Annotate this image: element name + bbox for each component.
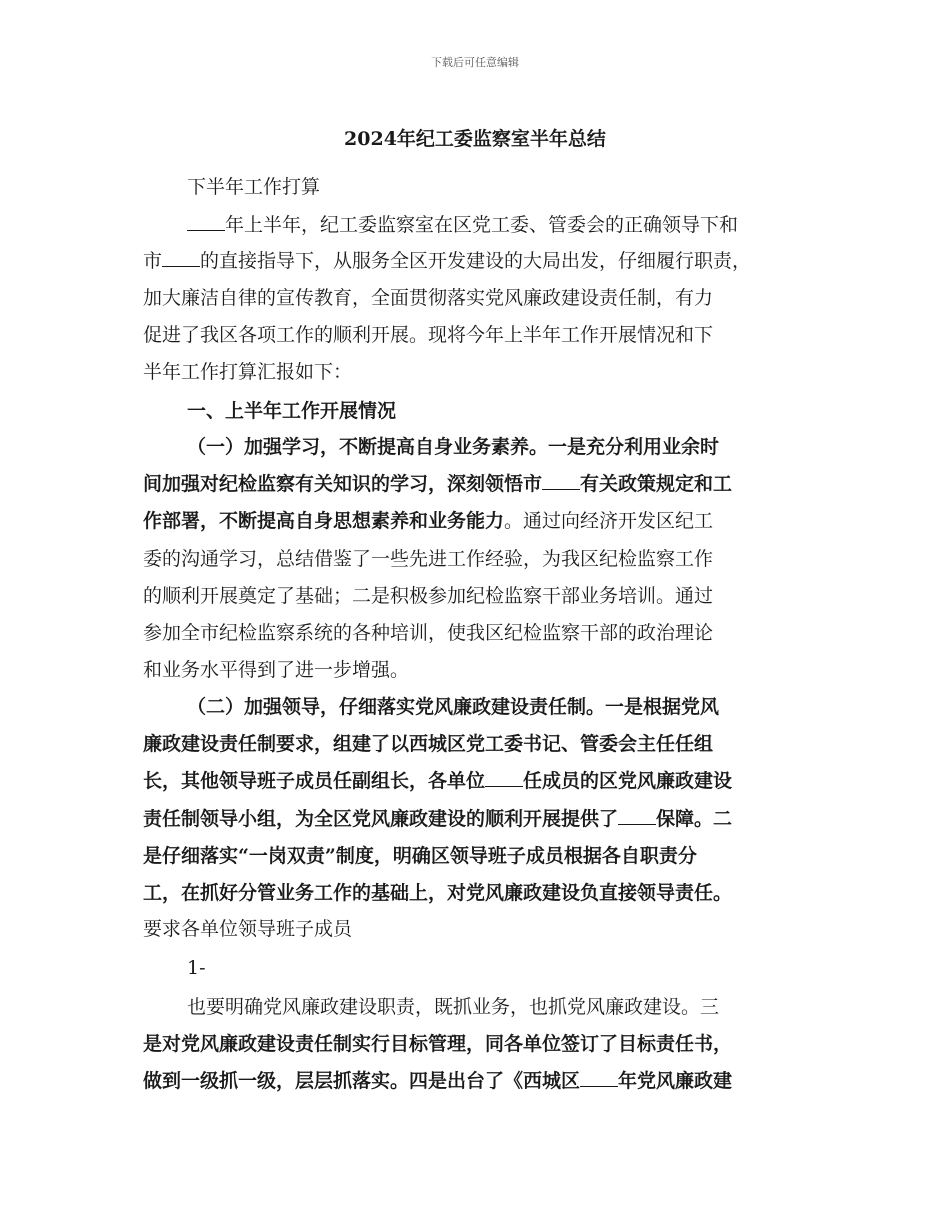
blank-underline — [618, 808, 656, 825]
p3-line-3: 做到一级抓一级，层层抓落实。四是出台了《西城区 年党风廉政建 — [143, 1070, 733, 1092]
p2-line-4: 责任制领导小组，为全区党风廉政建设的顺利开展提供了 保障。二 — [143, 808, 733, 830]
intro-line-2: 市 的直接指导下，从服务全区开发建设的大局出发，仔细履行职责， — [143, 250, 752, 272]
p1-line-2: 间加强对纪检监察有关知识的学习，深刻领悟市 有关政策规定和工 — [143, 473, 733, 495]
blank-underline — [580, 1070, 618, 1087]
p1-line-4: 委的沟通学习，总结借鉴了一些先进工作经验，为我区纪检监察工作 — [143, 548, 714, 570]
p1-line-3: 作部署，不断提高自身思想素养和业务能力。通过向经济开发区纪工 — [143, 510, 714, 532]
p1-line-6: 参加全市纪检监察系统的各种培训，使我区纪检监察干部的政治理论 — [143, 622, 714, 644]
page-header: 下载后可任意编辑 — [431, 56, 519, 69]
p3-line-2: 是对党风廉政建设责任制实行目标管理，同各单位签订了目标责任书， — [143, 1033, 733, 1055]
section-heading: 一、上半年工作开展情况 — [187, 400, 397, 422]
page-marker: 1- — [187, 957, 206, 979]
blank-underline — [542, 473, 580, 490]
p1-line-1: （一）加强学习，不断提高自身业务素养。一是充分利用业余时 — [187, 436, 720, 458]
intro-line-5: 半年工作打算汇报如下： — [143, 361, 353, 383]
p2-line-7: 要求各单位领导班子成员 — [143, 918, 353, 940]
p2-line-3: 长，其他领导班子成员任副组长，各单位 任成员的区党风廉政建设 — [143, 770, 733, 792]
p3-line-1: 也要明确党风廉政建设职责，既抓业务，也抓党风廉政建设。三 — [187, 996, 720, 1018]
blank-underline — [162, 250, 200, 267]
p2-line-6: 工，在抓好分管业务工作的基础上，对党风廉政建设负直接领导责任。 — [143, 882, 733, 904]
intro-line-1: 年上半年，纪工委监察室在区党工委、管委会的正确领导下和 — [187, 212, 867, 238]
blank-underline — [187, 214, 225, 231]
intro-line-4: 促进了我区各项工作的顺利开展。现将今年上半年工作开展情况和下 — [143, 324, 714, 346]
intro-line-3: 加大廉洁自律的宣传教育，全面贯彻落实党风廉政建设责任制，有力 — [143, 287, 714, 309]
blank-underline — [485, 770, 523, 787]
subheading: 下半年工作打算 — [187, 176, 321, 198]
p2-line-2: 廉政建设责任制要求，组建了以西城区党工委书记、管委会主任任组 — [143, 733, 714, 755]
document-title: 2024年纪工委监察室半年总结 — [344, 128, 606, 150]
p2-line-1: （二）加强领导，仔细落实党风廉政建设责任制。一是根据党风 — [187, 696, 720, 718]
p1-line-7: 和业务水平得到了进一步增强。 — [143, 659, 410, 681]
p2-line-5: 是仔细落实“一岗双责”制度，明确区领导班子成员根据各自职责分 — [143, 845, 697, 867]
p1-line-5: 的顺利开展奠定了基础；二是积极参加纪检监察干部业务培训。通过 — [143, 585, 714, 607]
